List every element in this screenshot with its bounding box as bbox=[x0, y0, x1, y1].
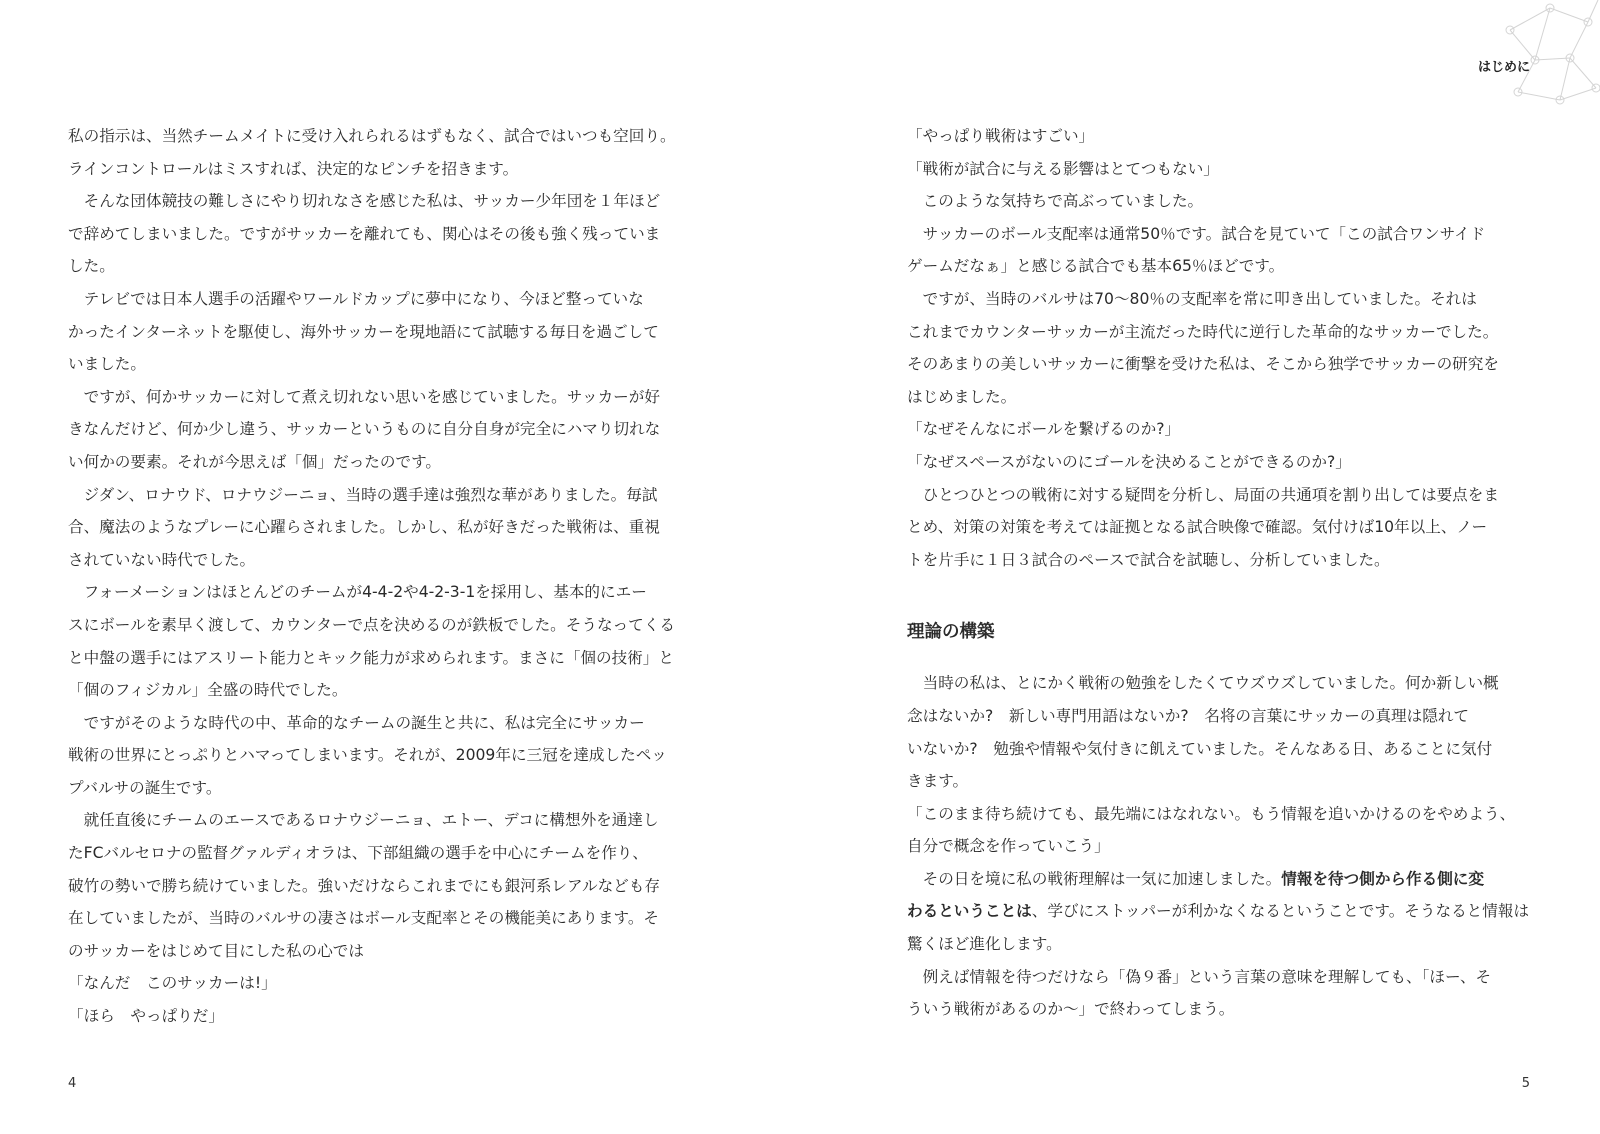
page-number-left: 4 bbox=[68, 1076, 77, 1091]
text-line: と中盤の選手にはアスリート能力とキック能力が求められます。まさに「個の技術」と bbox=[68, 648, 674, 667]
text-line: そんな団体競技の難しさにやり切れなさを感じた私は、サッカー少年団を１年ほど bbox=[68, 192, 661, 211]
right-body-text bbox=[907, 120, 1537, 1026]
text-line: い何かの要素。それが今思えば「個」だったのです。 bbox=[68, 452, 442, 471]
text-line: 当時の私は、とにかく戦術の勉強をしたくてウズウズしていました。何か新しい概 bbox=[907, 674, 1499, 693]
left-body-text bbox=[68, 120, 688, 1033]
text-line: ジダン、ロナウド、ロナウジーニョ、当時の選手達は強烈な華がありました。毎試 bbox=[68, 485, 658, 504]
emphasis-text: わるということは bbox=[907, 902, 1032, 921]
text-line: ういう戦術があるのか～」で終わってしまう。 bbox=[907, 1000, 1235, 1019]
text-line: きなんだけど、何か少し違う、サッカーというものに自分自身が完全にハマり切れな bbox=[68, 420, 661, 439]
text-line: とめ、対策の対策を考えては証拠となる試合映像で確認。気付けば10年以上、ノー bbox=[907, 518, 1488, 537]
text-line: そのあまりの美しいサッカーに衝撃を受けた私は、そこから独学でサッカーの研究を bbox=[907, 355, 1499, 374]
text-line: した。 bbox=[68, 257, 115, 276]
section-heading: 理論の構築 bbox=[907, 622, 995, 643]
text-line: されていない時代でした。 bbox=[68, 550, 256, 569]
text-line-with-emphasis bbox=[907, 895, 1537, 928]
text-line: ですが、当時のバルサは70～80％の支配率を常に叩き出していました。それは bbox=[907, 289, 1477, 308]
text-line: いないか? 勉強や情報や気付きに飢えていました。そんなある日、あることに気付 bbox=[907, 739, 1493, 758]
text-line: 私の指示は、当然チームメイトに受け入れられるはずもなく、試合ではいつも空回り。 bbox=[68, 127, 676, 145]
text-line: 「戦術が試合に与える影響はとてつもない」 bbox=[907, 159, 1219, 178]
text-line: フォーメーションはほとんどのチームが4-4-2や4-2-3-1を採用し、基本的にエー bbox=[68, 583, 647, 602]
right-page bbox=[800, 0, 1600, 1134]
text-line: 「なんだ このサッカーは!」 bbox=[68, 974, 277, 993]
text-line: 戦術の世界にとっぷりとハマってしまいます。それが、2009年に三冠を達成したペッ bbox=[68, 746, 667, 765]
text-line: 「なぜスペースがないのにゴールを決めることができるのか?」 bbox=[907, 452, 1351, 471]
text-segment: 、学びにストッパーが利かなくなるということです。そうなると情報は bbox=[1031, 902, 1530, 921]
text-line: たFCバルセロナの監督グァルディオラは、下部組織の選手を中心にチームを作り、 bbox=[68, 844, 648, 863]
text-line: 破竹の勢いで勝ち続けていました。強いだけならこれまでにも銀河系レアルなども存 bbox=[68, 876, 660, 895]
text-line: プバルサの誕生です。 bbox=[68, 778, 222, 797]
text-line: 念はないか? 新しい専門用語はないか? 名将の言葉にサッカーの真理は隠れて bbox=[907, 706, 1470, 725]
text-line: 「このまま待ち続けても、最先端にはなれない。もう情報を追いかけるのをやめよう、 bbox=[907, 804, 1516, 823]
text-segment: その日を境に私の戦術理解は一気に加速しました。 bbox=[907, 869, 1282, 888]
text-line: 在していましたが、当時のバルサの凄さはボール支配率とその機能美にあります。そ bbox=[68, 909, 660, 928]
text-line: ですがそのような時代の中、革命的なチームの誕生と共に、私は完全にサッカー bbox=[68, 713, 645, 732]
text-line: ひとつひとつの戦術に対する疑問を分析し、局面の共通項を割り出しては要点をま bbox=[907, 485, 1499, 504]
page-number-right: 5 bbox=[1521, 1076, 1530, 1091]
text-line: いました。 bbox=[68, 355, 146, 374]
text-line: きます。 bbox=[907, 772, 969, 791]
text-line: サッカーのボール支配率は通常50％です。試合を見ていて「この試合ワンサイド bbox=[907, 224, 1486, 243]
text-line: 例えば情報を待つだけなら「偽９番」という言葉の意味を理解しても、「ほー、そ bbox=[907, 967, 1492, 986]
text-line: テレビでは日本人選手の活躍やワールドカップに夢中になり、今ほど整っていな bbox=[68, 289, 644, 308]
text-line: 自分で概念を作っていこう」 bbox=[907, 837, 1110, 856]
text-line: ゲームだなぁ」と感じる試合でも基本65％ほどです。 bbox=[907, 257, 1285, 276]
text-line: 「ほら やっぱりだ」 bbox=[68, 1007, 224, 1026]
text-line: のサッカーをはじめて目にした私の心では bbox=[68, 941, 364, 960]
text-line: ですが、何かサッカーに対して煮え切れない思いを感じていました。サッカーが好 bbox=[68, 387, 660, 406]
running-head: はじめに bbox=[1477, 60, 1530, 75]
text-line: 「個のフィジカル」全盛の時代でした。 bbox=[68, 681, 348, 700]
text-line: 驚くほど進化します。 bbox=[907, 935, 1062, 954]
text-line: トを片手に１日３試合のペースで試合を試聴し、分析していました。 bbox=[907, 550, 1390, 569]
text-line: ラインコントロールはミスすれば、決定的なピンチを招きます。 bbox=[68, 159, 519, 178]
text-line: スにボールを素早く渡して、カウンターで点を決めるのが鉄板でした。そうなってくる bbox=[68, 615, 675, 634]
text-line: このような気持ちで高ぶっていました。 bbox=[907, 192, 1204, 211]
emphasis-text: 情報を待つ側から作る側に変 bbox=[1281, 869, 1484, 888]
text-line: 合、魔法のようなプレーに心躍らされました。しかし、私が好きだった戦術は、重視 bbox=[68, 518, 660, 537]
text-line: はじめました。 bbox=[907, 387, 1017, 406]
text-line: 「なぜそんなにボールを繋げるのか?」 bbox=[907, 420, 1181, 439]
text-line: で辞めてしまいました。ですがサッカーを離れても、関心はその後も強く残っていま bbox=[68, 224, 661, 243]
text-line: 就任直後にチームのエースであるロナウジーニョ、エトー、デコに構想外を通達し bbox=[68, 811, 659, 830]
text-line: これまでカウンターサッカーが主流だった時代に逆行した革命的なサッカーでした。 bbox=[907, 322, 1499, 341]
text-line-with-emphasis bbox=[907, 863, 1537, 896]
text-line: かったインターネットを駆使し、海外サッカーを現地語にて試聴する毎日を過ごして bbox=[68, 322, 659, 341]
text-line: 「やっぱり戦術はすごい」 bbox=[907, 127, 1095, 145]
